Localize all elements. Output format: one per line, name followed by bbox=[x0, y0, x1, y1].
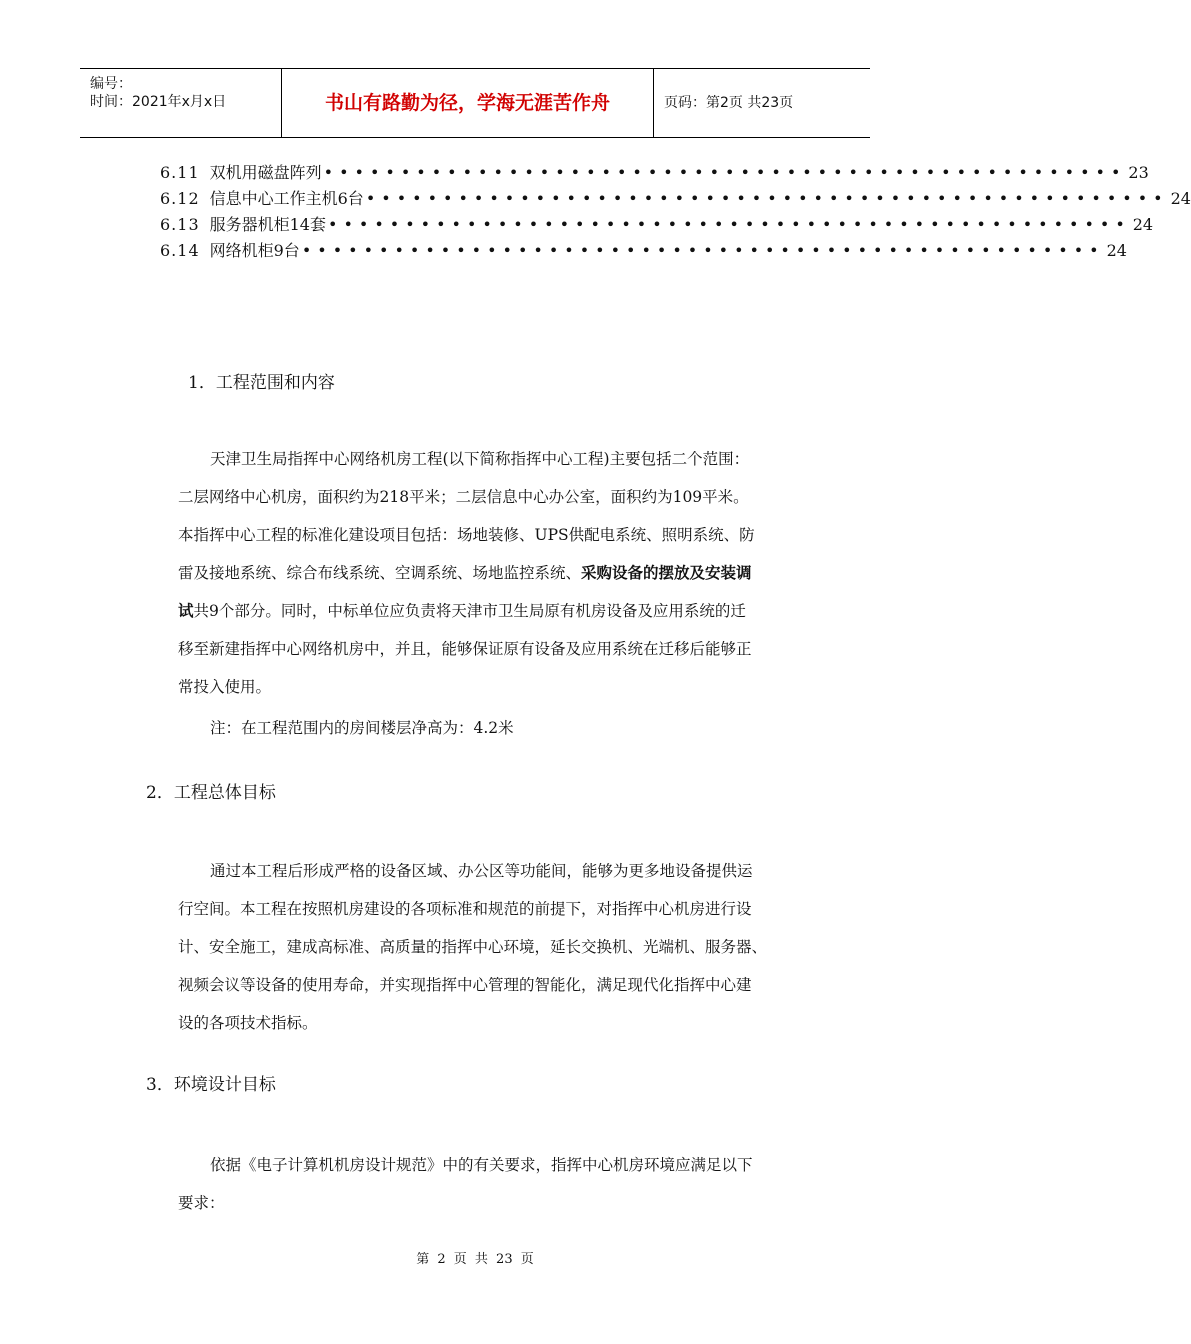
paragraph-line: 天津卫生局指挥中心网络机房工程(以下简称指挥中心工程)主要包括二个范围： bbox=[210, 450, 750, 468]
toc-number: 6.11 bbox=[160, 163, 200, 182]
paragraph-line: 依据《电子计算机机房设计规范》中的有关要求，指挥中心机房环境应满足以下 bbox=[210, 1156, 753, 1174]
toc-leader: •••••••••••••••••••••••••••••••••••••••••••••••••••• bbox=[328, 215, 1131, 234]
toc-leader: •••••••••••••••••••••••••••••••••••••••••••••••••••• bbox=[323, 163, 1127, 182]
paragraph-line: 视频会议等设备的使用寿命，并实现指挥中心管理的智能化，满足现代化指挥中心建 bbox=[178, 976, 752, 994]
section-heading: 2．工程总体目标 bbox=[146, 783, 276, 803]
section-heading: 3．环境设计目标 bbox=[146, 1075, 276, 1095]
toc-number: 6.14 bbox=[160, 241, 200, 260]
toc-entry[interactable] bbox=[160, 212, 1154, 238]
note-line: 注：在工程范围内的房间楼层净高为：4.2米 bbox=[210, 719, 514, 737]
bold-text-run: 试 bbox=[178, 601, 194, 620]
toc-title: 服务器机柜14套 bbox=[209, 215, 326, 234]
bold-text-run: 采购设备的摆放及安装调 bbox=[581, 563, 752, 582]
toc-entry[interactable] bbox=[160, 238, 1127, 264]
paragraph-line: 设的各项技术指标。 bbox=[178, 1014, 318, 1032]
toc-leader: •••••••••••••••••••••••••••••••••••••••••••••••••••• bbox=[365, 189, 1169, 208]
toc-entry[interactable] bbox=[160, 186, 1191, 212]
toc-page: 24 bbox=[1170, 189, 1191, 208]
paragraph-line: 计、安全施工，建成高标准、高质量的指挥中心环境，延长交换机、光端机、服务器、 bbox=[178, 938, 768, 956]
paragraph-line: 要求： bbox=[178, 1194, 225, 1212]
paragraph-line: 通过本工程后形成严格的设备区域、办公区等功能间，能够为更多地设备提供运 bbox=[210, 862, 753, 880]
section-heading: 1．工程范围和内容 bbox=[188, 373, 335, 393]
toc-page: 24 bbox=[1132, 215, 1154, 234]
toc-title: 双机用磁盘阵列 bbox=[209, 163, 322, 182]
page-footer: 第 2 页 共 23 页 bbox=[416, 1252, 534, 1267]
date-line: 时间：2021年x月x日 bbox=[90, 94, 227, 110]
toc-title: 网络机柜9台 bbox=[209, 241, 300, 260]
paragraph-line: 移至新建指挥中心网络机房中，并且，能够保证原有设备及应用系统在迁移后能够正 bbox=[178, 640, 752, 658]
text-run: 雷及接地系统、综合布线系统、空调系统、场地监控系统、 bbox=[178, 564, 582, 582]
toc-entry[interactable] bbox=[160, 160, 1149, 186]
paragraph-line: 二层网络中心机房，面积约为218平米；二层信息中心办公室，面积约为109平米。 bbox=[178, 488, 749, 506]
number-label: 编号： bbox=[90, 76, 132, 92]
paragraph-line: 行空间。本工程在按照机房建设的各项标准和规范的前提下，对指挥中心机房进行设 bbox=[178, 900, 752, 918]
paragraph-line: 常投入使用。 bbox=[178, 678, 272, 696]
toc-page: 23 bbox=[1128, 163, 1149, 182]
toc-page: 24 bbox=[1106, 241, 1127, 260]
toc-number: 6.12 bbox=[160, 189, 200, 208]
table-of-contents bbox=[160, 160, 1191, 264]
toc-title: 信息中心工作主机6台 bbox=[209, 189, 364, 208]
paragraph-line: 本指挥中心工程的标准化建设项目包括：场地装修、UPS供配电系统、照明系统、防 bbox=[178, 526, 755, 544]
paragraph-line bbox=[178, 592, 746, 630]
paragraph-line bbox=[178, 554, 752, 592]
toc-leader: •••••••••••••••••••••••••••••••••••••••••••••••••••• bbox=[301, 241, 1105, 260]
header-motto: 书山有路勤为径，学海无涯苦作舟 bbox=[282, 69, 654, 137]
text-run: 共9个部分。同时，中标单位应负责将天津市卫生局原有机房设备及应用系统的迁 bbox=[193, 602, 746, 620]
header-info-cell bbox=[80, 69, 282, 137]
toc-number: 6.13 bbox=[160, 215, 200, 234]
page-header bbox=[80, 68, 870, 138]
header-page-info: 页码：第2页 共23页 bbox=[664, 95, 794, 111]
